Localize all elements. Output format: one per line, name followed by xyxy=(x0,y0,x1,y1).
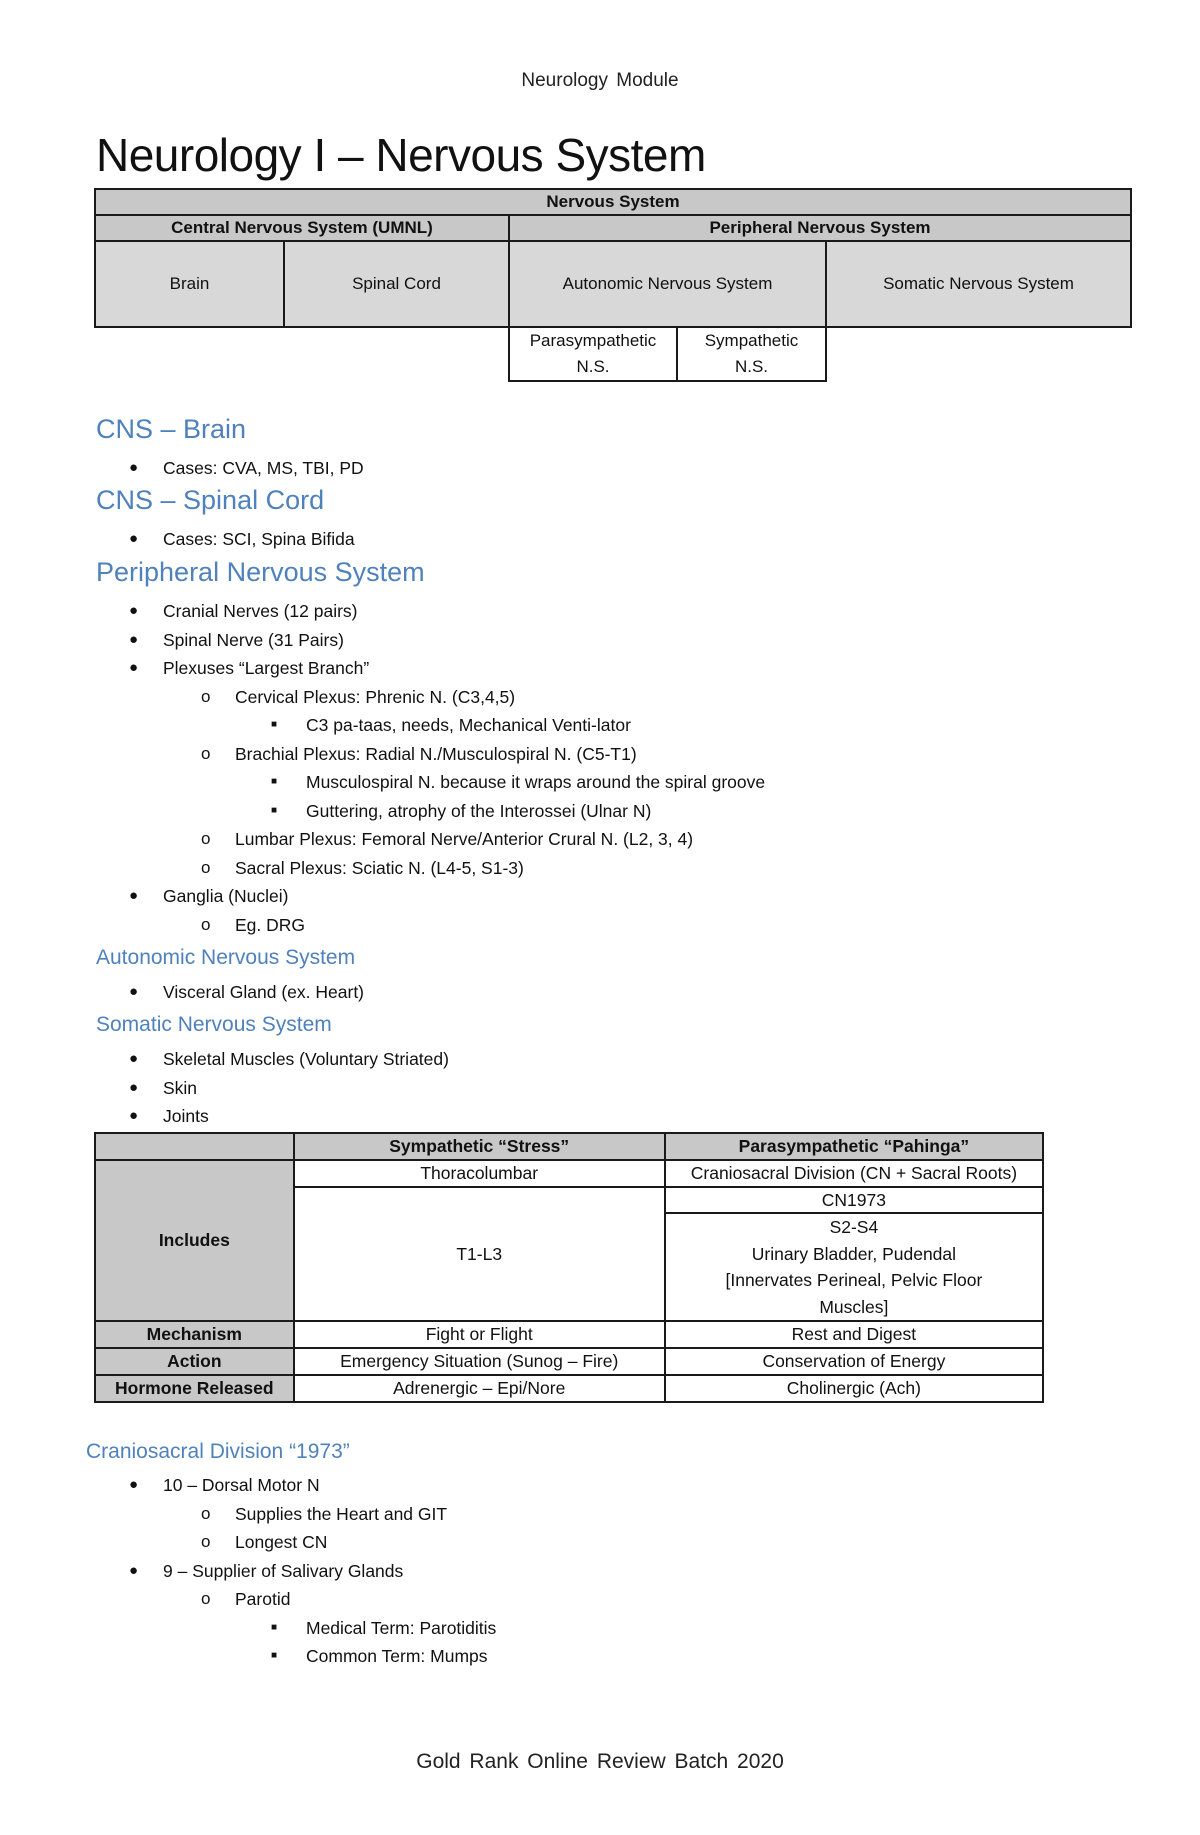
para-includes-2: CN1973 xyxy=(665,1187,1043,1213)
heading-craniosacral: Craniosacral Division “1973” xyxy=(86,1440,350,1463)
symp-includes-2: T1-L3 xyxy=(294,1187,665,1321)
list-item: ● Joints xyxy=(95,1102,449,1131)
bullet: o xyxy=(201,857,211,877)
para-includes-3 xyxy=(665,1213,1043,1321)
heading-cns-brain: CNS – Brain xyxy=(96,414,247,444)
hormone-symp: Adrenergic – Epi/Nore xyxy=(294,1375,665,1402)
list-item: ● Plexuses “Largest Branch” xyxy=(95,654,765,683)
bullet: ● xyxy=(129,983,139,1000)
bullet: ■ xyxy=(271,1650,278,1661)
heading-cns-spinal-cord: CNS – Spinal Cord xyxy=(96,485,325,515)
list-item: ■ C3 pa-taas, needs, Mechanical Venti-lator xyxy=(95,711,765,740)
bullet: ● xyxy=(129,1107,139,1124)
bullet: o xyxy=(201,1503,211,1523)
list-item: ● Cases: CVA, MS, TBI, PD xyxy=(95,454,364,483)
craniosacral-list xyxy=(95,1471,496,1671)
page-title: Neurology I – Nervous System xyxy=(96,129,706,181)
list-item: o Lumbar Plexus: Femoral Nerve/Anterior Crural N. (L2, 3, 4) xyxy=(95,825,765,854)
para-line-2: N.S. xyxy=(576,357,610,376)
autonomic-cell: Autonomic Nervous System xyxy=(509,241,826,327)
para-includes-3-line: [Innervates Perineal, Pelvic Floor xyxy=(725,1270,983,1290)
list-item: ● Skin xyxy=(95,1074,449,1103)
symp-line-1: Sympathetic xyxy=(704,331,799,350)
bullet: ● xyxy=(129,1561,139,1579)
bullet: ● xyxy=(129,459,139,476)
para-includes-3-line: Muscles] xyxy=(819,1296,889,1317)
row-header-includes: Includes xyxy=(95,1160,294,1321)
col-header-parasympathetic: Parasympathetic “Pahinga” xyxy=(665,1133,1043,1160)
bullet: ■ xyxy=(271,776,278,787)
heading-ans: Autonomic Nervous System xyxy=(96,946,356,969)
pns-header: Peripheral Nervous System xyxy=(509,215,1131,241)
list-item: ● Skeletal Muscles (Voluntary Striated) xyxy=(95,1045,449,1074)
bullet: o xyxy=(201,829,211,848)
list-item: o Longest CN xyxy=(95,1528,496,1557)
spinal-list xyxy=(95,525,355,554)
bullet: ● xyxy=(129,630,139,648)
list-item: ● Ganglia (Nuclei) xyxy=(95,882,765,911)
list-item: ■ Common Term: Mumps xyxy=(95,1642,496,1671)
cns-header: Central Nervous System (UMNL) xyxy=(95,215,509,241)
bullet: o xyxy=(201,1589,211,1608)
list-item: ■ Guttering, atrophy of the Interossei (Ulnar N) xyxy=(95,797,765,826)
nervous-system-table xyxy=(94,188,1132,382)
list-item: o Supplies the Heart and GIT xyxy=(95,1500,496,1529)
sympathetic-cell xyxy=(677,327,826,381)
list-item: o Eg. DRG xyxy=(95,911,765,940)
mechanism-para: Rest and Digest xyxy=(665,1321,1043,1348)
parasympathetic-cell xyxy=(509,327,677,381)
spinal-cord-cell: Spinal Cord xyxy=(284,241,509,327)
page-header: Neurology Module xyxy=(521,70,679,91)
heading-pns: Peripheral Nervous System xyxy=(96,557,425,587)
row-header-action: Action xyxy=(95,1348,294,1375)
sns-list xyxy=(95,1045,449,1131)
heading-sns: Somatic Nervous System xyxy=(96,1013,332,1036)
list-item: o Sacral Plexus: Sciatic N. (L4-5, S1-3) xyxy=(95,854,765,883)
row-header-hormone: Hormone Released xyxy=(95,1375,294,1402)
bullet: o xyxy=(201,914,211,934)
empty-cell xyxy=(826,327,1131,381)
list-item: ● Spinal Nerve (31 Pairs) xyxy=(95,626,765,655)
corner-cell xyxy=(95,1133,294,1160)
bullet: o xyxy=(201,1532,211,1551)
sympathetic-parasympathetic-table xyxy=(94,1132,1044,1403)
action-symp: Emergency Situation (Sunog – Fire) xyxy=(294,1348,665,1375)
pns-list xyxy=(95,597,765,939)
bullet: ● xyxy=(129,659,139,676)
bullet: o xyxy=(201,743,211,763)
list-item: ■ Musculospiral N. because it wraps around the spiral groove xyxy=(95,768,765,797)
bullet: ■ xyxy=(271,1621,278,1633)
mechanism-symp: Fight or Flight xyxy=(294,1321,665,1348)
para-includes-3-line: S2-S4 xyxy=(829,1217,879,1237)
symp-line-2: N.S. xyxy=(734,357,769,376)
bullet: ● xyxy=(129,530,139,547)
brain-list xyxy=(95,454,364,483)
bullet: ● xyxy=(129,887,139,904)
bullet: ■ xyxy=(271,804,278,816)
bullet: ● xyxy=(129,1050,139,1067)
bullet: ■ xyxy=(271,719,278,730)
col-header-sympathetic: Sympathetic “Stress” xyxy=(294,1133,665,1160)
row-header-mechanism: Mechanism xyxy=(95,1321,294,1348)
list-item: o Cervical Plexus: Phrenic N. (C3,4,5) xyxy=(95,683,765,712)
bullet: ● xyxy=(129,1476,139,1493)
symp-includes-1: Thoracolumbar xyxy=(294,1160,665,1187)
list-item: o Brachial Plexus: Radial N./Musculospiral N. (C5-T1) xyxy=(95,740,765,769)
list-item: ■ Medical Term: Parotiditis xyxy=(95,1614,496,1643)
brain-cell: Brain xyxy=(95,241,284,327)
page-footer: Gold Rank Online Review Batch 2020 xyxy=(416,1750,784,1773)
empty-cell xyxy=(95,327,284,381)
list-item: ● Cranial Nerves (12 pairs) xyxy=(95,597,765,626)
list-item: ● Visceral Gland (ex. Heart) xyxy=(95,978,364,1007)
somatic-cell: Somatic Nervous System xyxy=(826,241,1131,327)
list-item: o Parotid xyxy=(95,1585,496,1614)
list-item: ● Cases: SCI, Spina Bifida xyxy=(95,525,355,554)
hormone-para: Cholinergic (Ach) xyxy=(665,1375,1043,1402)
para-line-1: Parasympathetic xyxy=(529,331,657,350)
action-para: Conservation of Energy xyxy=(665,1348,1043,1375)
ns-top-header: Nervous System xyxy=(95,189,1131,215)
ans-list xyxy=(95,978,364,1007)
list-item: ● 9 – Supplier of Salivary Glands xyxy=(95,1557,496,1586)
bullet: ● xyxy=(129,602,139,619)
bullet: o xyxy=(201,686,211,706)
para-includes-3-line: Urinary Bladder, Pudendal xyxy=(751,1243,957,1264)
list-item: ● 10 – Dorsal Motor N xyxy=(95,1471,496,1500)
para-includes-1: Craniosacral Division (CN + Sacral Roots) xyxy=(665,1160,1043,1187)
bullet: ● xyxy=(129,1078,139,1096)
empty-cell xyxy=(284,327,509,381)
